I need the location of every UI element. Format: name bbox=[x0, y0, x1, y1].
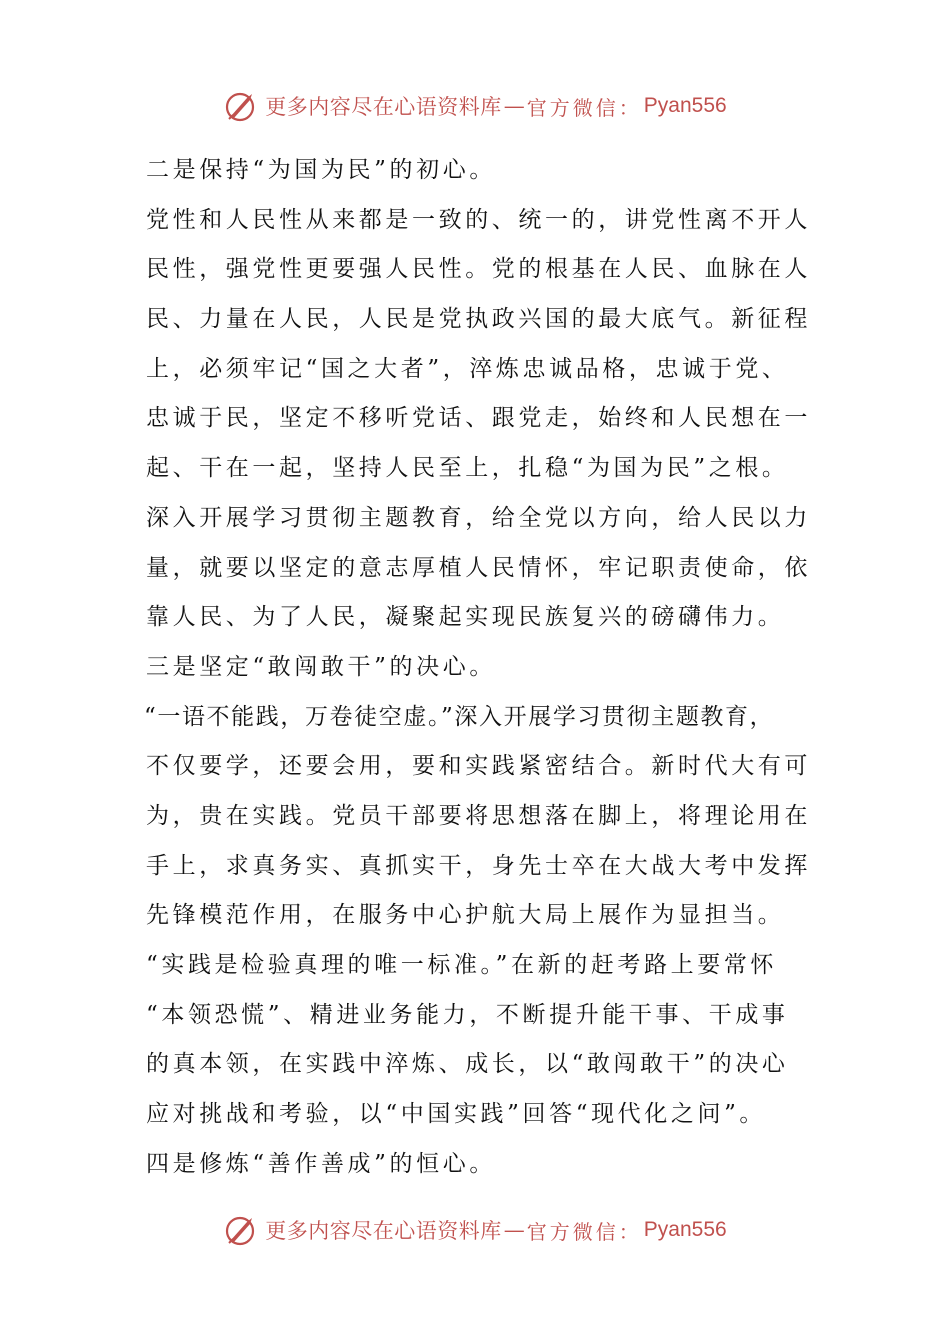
text-line: 党性和人民性从来都是一致的、统一的，讲党性离不开人 bbox=[146, 206, 811, 233]
text-line: 靠人民、为了人民，凝聚起实现民族复兴的磅礴伟力。 bbox=[146, 604, 785, 631]
banner-wechat-id: Pyan556 bbox=[643, 94, 727, 117]
pen-logo-icon bbox=[223, 1212, 259, 1248]
text-line: 三是坚定“敢闯敢干”的决心。 bbox=[146, 653, 496, 680]
document-body bbox=[146, 146, 826, 1189]
text-line: 忠诚于民，坚定不移听党话、跟党走，始终和人民想在一 bbox=[146, 405, 811, 432]
text-line: 的真本领，在实践中淬炼、成长，以“敢闯敢干”的决心 bbox=[146, 1051, 789, 1078]
header-banner bbox=[0, 84, 950, 128]
text-line: 应对挑战和考验，以“中国实践”回答“现代化之问”。 bbox=[146, 1101, 767, 1128]
text-line: 民、力量在人民，人民是党执政兴国的最大底气。新征程 bbox=[146, 306, 811, 333]
text-line: 不仅要学，还要会用，要和实践紧密结合。新时代大有可 bbox=[146, 753, 811, 780]
footer-banner bbox=[0, 1208, 950, 1252]
text-line: 先锋模范作用，在服务中心护航大局上展作为显担当。 bbox=[146, 902, 785, 929]
text-line: 手上，求真务实、真抓实干，身先士卒在大战大考中发挥 bbox=[146, 852, 811, 879]
text-line: 起、干在一起，坚持人民至上，扎稳“为国为民”之根。 bbox=[146, 455, 789, 482]
text-line: 民性，强党性更要强人民性。党的根基在人民、血脉在人 bbox=[146, 256, 811, 283]
text-line: 二是保持“为国为民”的初心。 bbox=[146, 157, 496, 183]
pen-logo-icon bbox=[223, 88, 259, 124]
text-line: 上，必须牢记“国之大者”，淬炼忠诚品格，忠诚于党、 bbox=[146, 355, 789, 382]
text-line: 深入开展学习贯彻主题教育，给全党以方向，给人民以力 bbox=[146, 504, 811, 531]
text-line: “本领恐慌”、精进业务能力，不断提升能干事、干成事 bbox=[146, 1001, 789, 1028]
text-line: “实践是检验真理的唯一标准。”在新的赶考路上要常怀 bbox=[146, 952, 778, 978]
text-line: 为，贵在实践。党员干部要将思想落在脚上，将理论用在 bbox=[146, 802, 811, 829]
banner-wechat-label: 官方微信： bbox=[526, 1219, 642, 1244]
banner-main-text: 更多内容尽在心语资料库 bbox=[265, 95, 502, 119]
banner-wechat-id: Pyan556 bbox=[643, 1218, 727, 1241]
banner-main-text: 更多内容尽在心语资料库 bbox=[265, 1219, 502, 1243]
banner-separator: — bbox=[503, 94, 525, 118]
banner-separator: — bbox=[503, 1218, 525, 1242]
text-line: “一语不能践，万卷徒空虚。”深入开展学习贯彻主题教育， bbox=[144, 703, 775, 730]
text-line: 四是修炼“善作善成”的恒心。 bbox=[146, 1150, 496, 1177]
text-line: 量，就要以坚定的意志厚植人民情怀，牢记职责使命，依 bbox=[146, 554, 811, 581]
banner-wechat-label: 官方微信： bbox=[526, 95, 642, 120]
